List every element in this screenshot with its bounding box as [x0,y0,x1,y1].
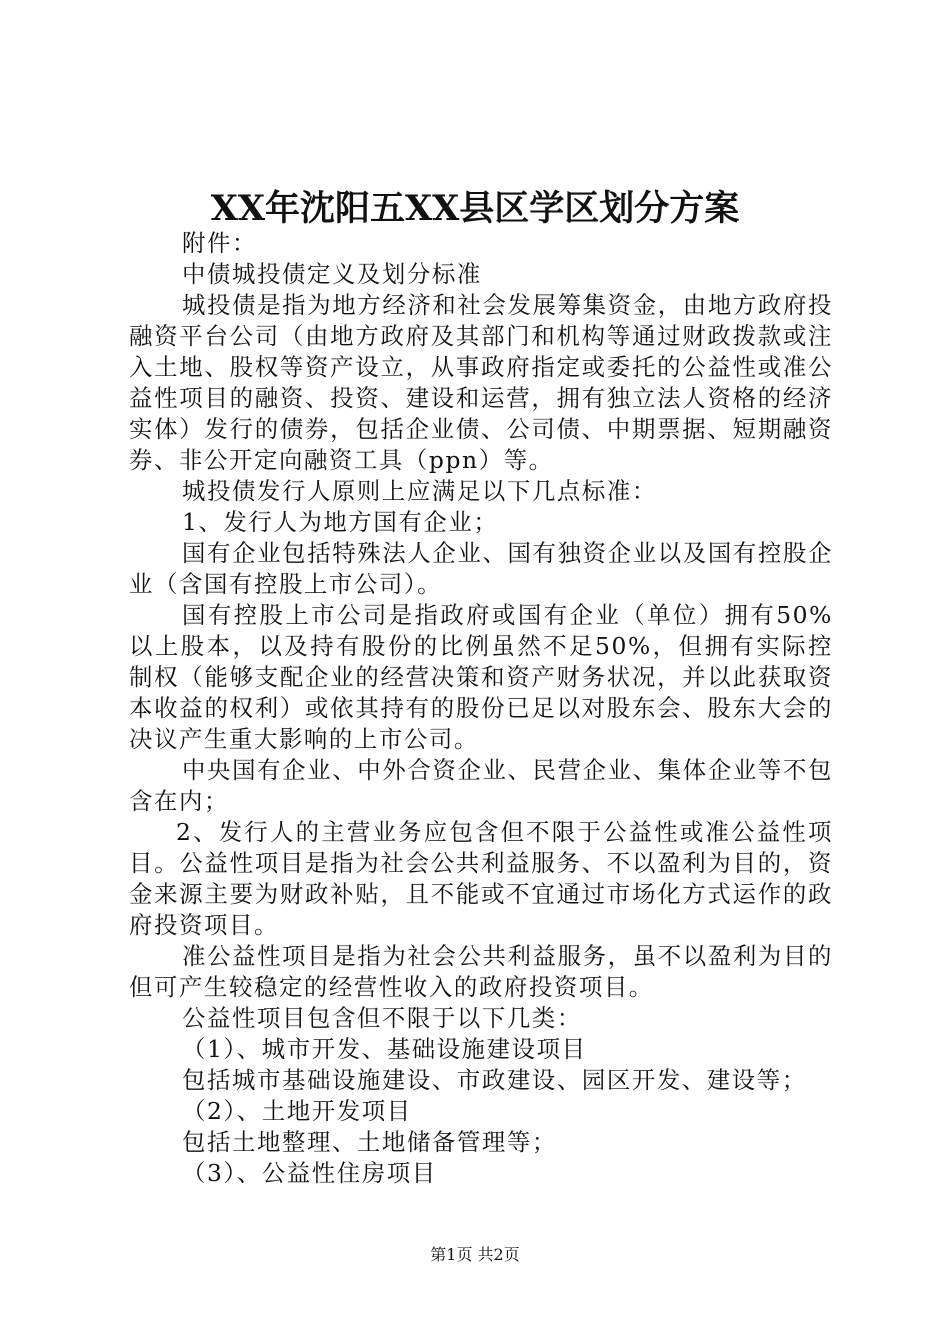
page-footer: 第1页 共2页 [430,1245,520,1264]
paragraph-definition: 城投债是指为地方经济和社会发展筹集资金，由地方政府投融资平台公司（由地方政府及其部门和机构等通过财政拨款或注入土地、股权等资产设立，从事政府指定或委托的公益性或准公益性项目的融资、投资、建设和运营，拥有独立法人资格的经济实体）发行的债券，包括企业债、公司债、中期票据、短期融资券、非公开定向融资工具（ppn）等。 [129,291,833,474]
paragraph-category-1-detail: 包括城市基础设施建设、市政建设、园区开发、建设等； [182,1066,807,1094]
paragraph-quasi-public: 准公益性项目是指为社会公共利益服务，虽不以盈利为目的但可产生较稳定的经营性收入的政府投资项目。 [129,942,833,1001]
paragraph-standard-2: 2、发行人的主营业务应包含但不限于公益性或准公益性项目。公益性项目是指为社会公共利益服务、不以盈利为目的，资金来源主要为财政补贴，且不能或不宜通过市场化方式运作的政府投资项目。 [129,818,833,939]
paragraph-categories-intro: 公益性项目包含但不限于以下几类： [182,1004,582,1032]
document-title: XX年沈阳五XX县区学区划分方案 [210,188,740,229]
paragraph-standards-intro: 城投债发行人原则上应满足以下几点标准： [182,477,657,505]
paragraph-listed-soe: 国有控股上市公司是指政府或国有企业（单位）拥有50%以上股本，以及持有股份的比例虽然不足50%，但拥有实际控制权（能够支配企业的经营决策和资产财务状况，并以此获取资本收益的权利）或依其持有的股份已足以对股东会、股东大会的决议产生重大影响的上市公司。 [129,601,833,753]
paragraph-subtitle: 中债城投债定义及划分标准 [182,260,482,288]
paragraph-standard-1: 1、发行人为地方国有企业； [182,508,499,536]
paragraph-category-2: （2）、土地开发项目 [182,1097,412,1125]
paragraph-category-2-detail: 包括土地整理、土地储备管理等； [182,1128,557,1156]
paragraph-category-3: （3）、公益性住房项目 [182,1159,437,1187]
paragraph-category-1: （1）、城市开发、基础设施建设项目 [182,1035,587,1063]
paragraph-soe-scope: 国有企业包括特殊法人企业、国有独资企业以及国有控股企业（含国有控股上市公司）。 [129,539,833,598]
paragraph-exclusions: 中央国有企业、中外合资企业、民营企业、集体企业等不包含在内； [129,756,833,815]
paragraph-attachment: 附件： [182,229,257,257]
document-body [129,228,833,1189]
